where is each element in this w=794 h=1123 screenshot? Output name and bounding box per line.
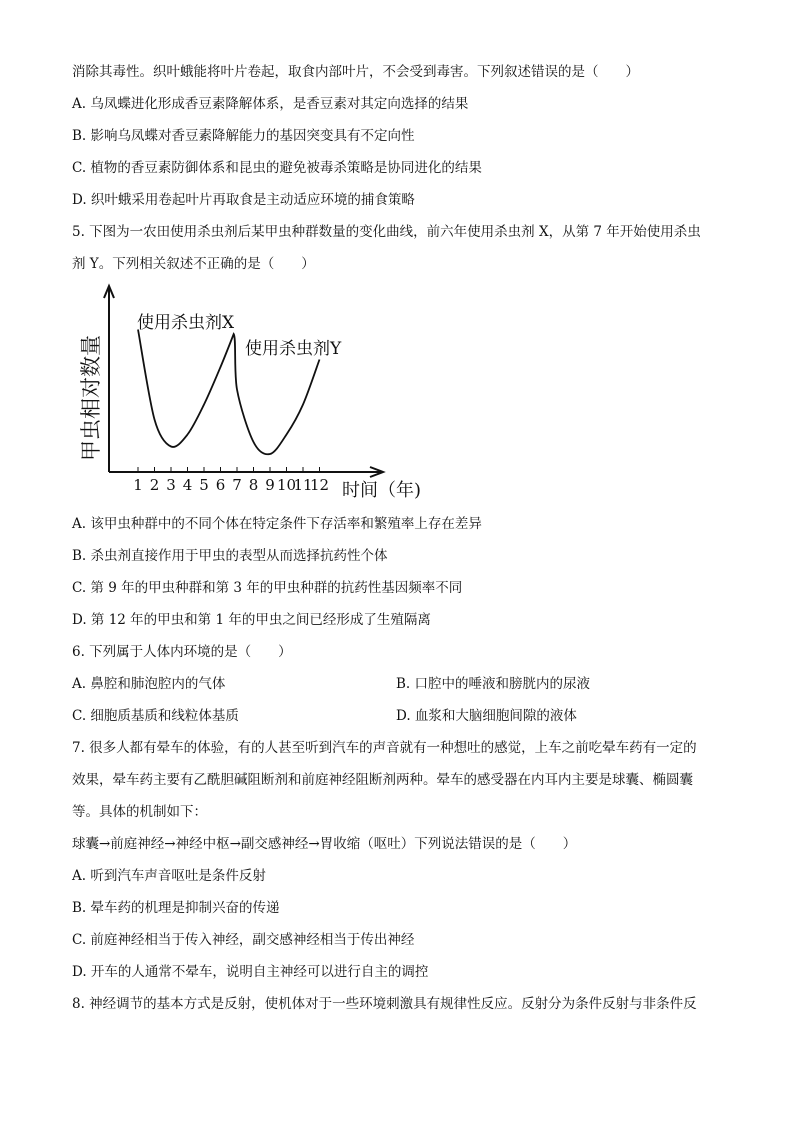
chart-annotation-insecticide-x: 使用杀虫剂X	[137, 313, 235, 333]
chart-y-axis	[104, 286, 114, 472]
chart-x-tick-label: 5	[199, 476, 209, 494]
q8-stem-line1: 8. 神经调节的基本方式是反射，使机体对于一些环境刺激具有规律性反应。反射分为条件反射与非条件反	[72, 996, 697, 1012]
q5-option-a: A. 该甲虫种群中的不同个体在特定条件下存活率和繁殖率上存在差异	[72, 516, 482, 532]
q4-option-a: A. 乌凤蝶进化形成香豆素降解体系，是香豆素对其定向选择的结果	[72, 96, 469, 112]
q7-stem-line1: 7. 很多人都有晕车的体验，有的人甚至听到汽车的声音就有一种想吐的感觉，上车之前吃晕车药有一定的	[72, 740, 697, 756]
chart-x-tick-label: 4	[182, 476, 193, 494]
q7-option-d: D. 开车的人通常不晕车，说明自主神经可以进行自主的调控	[72, 964, 429, 980]
chart-x-tick-label: 8	[248, 476, 259, 494]
q5-option-b: B. 杀虫剂直接作用于甲虫的表型从而选择抗药性个体	[72, 548, 388, 564]
q7-option-c: C. 前庭神经相当于传入神经，副交感神经相当于传出神经	[72, 932, 415, 948]
chart-x-axis-label: 时间（年)	[342, 480, 422, 501]
q7-option-a: A. 听到汽车声音呕吐是条件反射	[72, 868, 266, 884]
q7-stem-line4: 球囊→前庭神经→神经中枢→副交感神经→胃收缩（呕吐）下列说法错误的是（ ）	[72, 836, 577, 852]
chart-x-tick-label: 2	[149, 476, 160, 494]
chart-x-tick-label: 1	[133, 476, 143, 494]
q6-option-d: D. 血浆和大脑细胞间隙的液体	[396, 708, 577, 724]
chart-x-tick-label: 6	[215, 476, 226, 494]
population-curve-chart	[72, 280, 442, 505]
chart-x-tick-label: 3	[166, 476, 176, 494]
q7-stem-line2: 效果，晕车药主要有乙酰胆碱阻断剂和前庭神经阻断剂两种。晕车的感受器在内耳内主要是球囊、椭圆囊	[72, 772, 693, 788]
chart-x-tick-label: 10	[276, 476, 297, 494]
q5-option-d: D. 第 12 年的甲虫和第 1 年的甲虫之间已经形成了生殖隔离	[72, 612, 431, 628]
chart-x-tick-label: 11	[293, 476, 313, 494]
q6-stem: 6. 下列属于人体内环境的是（ ）	[72, 644, 292, 660]
q6-option-b: B. 口腔中的唾液和膀胱内的尿液	[396, 676, 591, 692]
q6-option-a: A. 鼻腔和肺泡腔内的气体	[72, 676, 226, 692]
q7-option-b: B. 晕车药的机理是抑制兴奋的传递	[72, 900, 280, 916]
chart-annotation-insecticide-y: 使用杀虫剂Y	[245, 339, 342, 359]
q4-option-d: D. 织叶蛾采用卷起叶片再取食是主动适应环境的捕食策略	[72, 192, 415, 208]
q7-stem-line3: 等。具体的机制如下：	[72, 804, 207, 820]
q4-option-b: B. 影响乌凤蝶对香豆素降解能力的基因突变具有不定向性	[72, 128, 415, 144]
q5-stem-line1: 5. 下图为一农田使用杀虫剂后某甲虫种群数量的变化曲线，前六年使用杀虫剂 X，从第 7 年开始使用杀虫	[72, 224, 701, 240]
q5-option-c: C. 第 9 年的甲虫种群和第 3 年的甲虫种群的抗药性基因频率不同	[72, 580, 463, 596]
chart-y-axis-label: 甲虫相对数量	[79, 335, 103, 461]
q5-stem-line2: 剂 Y。下列相关叙述不正确的是（ ）	[72, 256, 315, 272]
intro-line: 消除其毒性。织叶蛾能将叶片卷起，取食内部叶片，不会受到毒害。下列叙述错误的是（ ）	[72, 64, 639, 80]
q6-option-c: C. 细胞质基质和线粒体基质	[72, 708, 239, 724]
chart-x-tick-label: 9	[265, 476, 275, 494]
chart-x-tick-label: 12	[309, 476, 330, 494]
q4-option-c: C. 植物的香豆素防御体系和昆虫的避免被毒杀策略是协同进化的结果	[72, 160, 482, 176]
chart-x-tick-label: 7	[232, 476, 242, 494]
